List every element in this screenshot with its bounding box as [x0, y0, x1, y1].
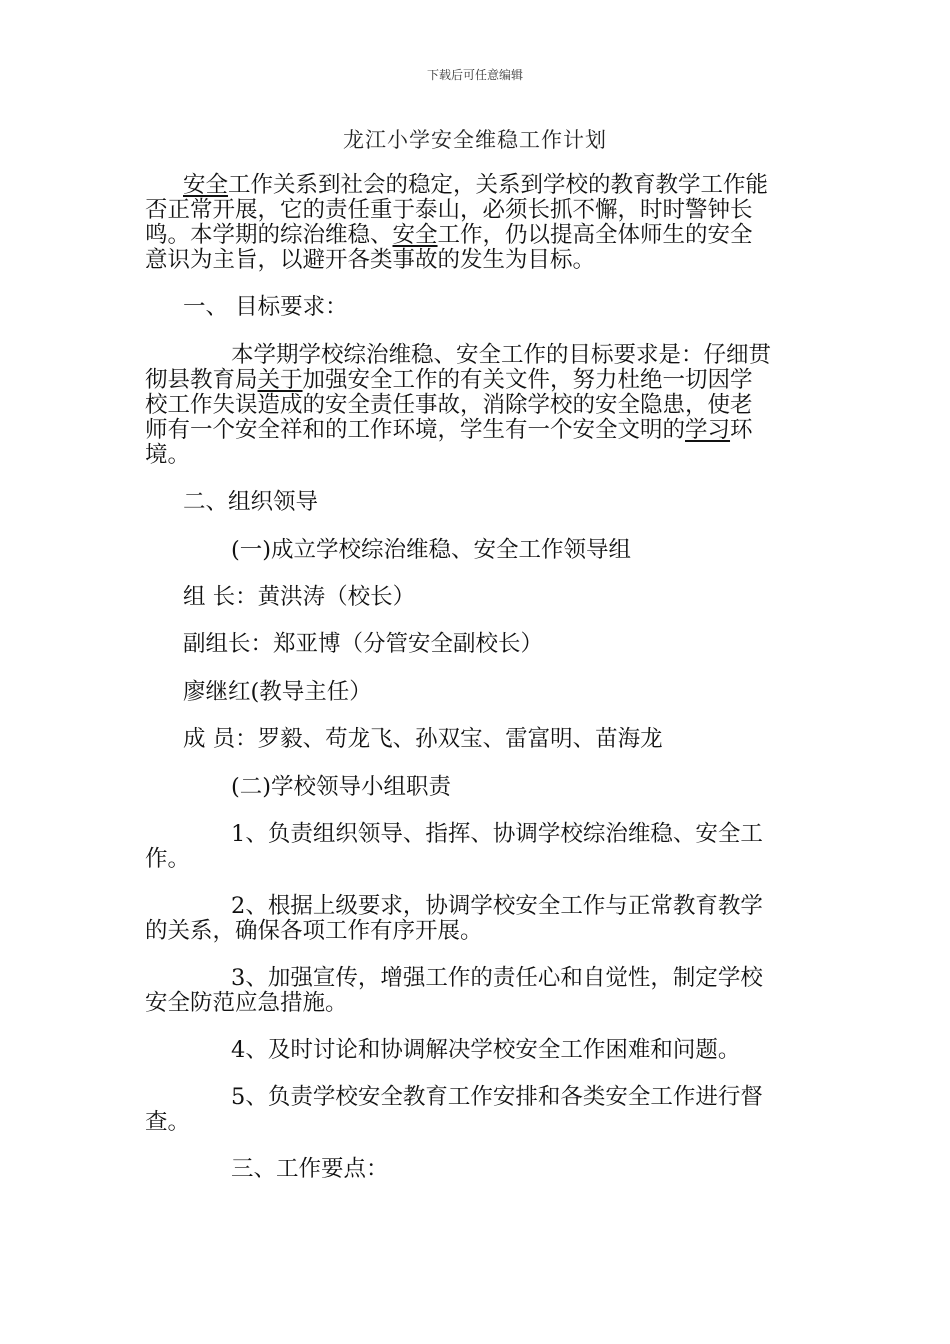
intro-line-3: 鸣。本学期的综治维稳、安全工作，仍以提高全体师生的安全	[145, 222, 753, 248]
section-1-line-3: 校工作失误造成的安全责任事故，消除学校的安全隐患，使老	[145, 392, 753, 418]
duty-4-line: 4、及时讨论和协调解决学校安全工作困难和问题。	[231, 1037, 741, 1063]
section-1-line-4: 师有一个安全祥和的工作环境，学生有一个安全文明的学习环	[145, 417, 753, 443]
underlined-term: 关于	[257, 367, 303, 393]
section-3-heading: 三、工作要点：	[231, 1156, 389, 1182]
duty-3-line-2: 安全防范应急措施。	[145, 990, 348, 1016]
intro-line-1-text: 工作关系到社会的稳定，关系到学校的教育教学工作能	[228, 172, 769, 198]
duty-5-line-1: 5、负责学校安全教育工作安排和各类安全工作进行督	[231, 1084, 763, 1110]
section-1-heading: 一、 目标要求：	[183, 294, 348, 320]
section-2-subheading-1: (一)成立学校综治维稳、安全工作领导组	[231, 537, 632, 563]
duty-3-line-1: 3、加强宣传，增强工作的责任心和自觉性，制定学校	[231, 965, 763, 991]
deputy-line: 副组长：郑亚博（分管安全副校长）	[183, 631, 544, 657]
section-1-line-5: 境。	[145, 442, 191, 468]
intro-line-1	[183, 174, 768, 197]
underlined-term: 学习	[685, 417, 731, 443]
duty-5-line-2: 查。	[145, 1109, 191, 1135]
section-1-line-1: 本学期学校综治维稳、安全工作的目标要求是：仔细贯	[231, 342, 772, 368]
members-line: 成 员：罗毅、苟龙飞、孙双宝、雷富明、苗海龙	[183, 726, 663, 752]
header-note: 下载后可任意编辑	[426, 68, 523, 82]
leader-line: 组 长：黄洪涛（校长）	[183, 584, 416, 610]
duty-2-line-1: 2、根据上级要求，协调学校安全工作与正常教育教学	[231, 893, 763, 919]
duty-2-line-2: 的关系，确保各项工作有序开展。	[145, 918, 483, 944]
underlined-term: 安全	[392, 222, 438, 248]
duty-1-line-1: 1、负责组织领导、指挥、协调学校综治维稳、安全工	[231, 821, 763, 847]
deputy-2-line: 廖继红(教导主任）	[183, 679, 372, 705]
duty-1-line-2: 作。	[145, 846, 191, 872]
intro-line-4: 意识为主旨，以避开各类事故的发生为目标。	[145, 247, 596, 273]
underlined-term: 安全	[183, 172, 229, 198]
intro-line-2: 否正常开展，它的责任重于泰山，必须长抓不懈，时时警钟长	[145, 197, 753, 223]
section-2-subheading-2: (二)学校领导小组职责	[231, 774, 452, 800]
section-2-heading: 二、组织领导	[183, 489, 319, 515]
section-1-line-2: 彻县教育局关于加强安全工作的有关文件，努力杜绝一切因学	[145, 367, 753, 393]
document-title: 龙江小学安全维稳工作计划	[343, 128, 607, 152]
